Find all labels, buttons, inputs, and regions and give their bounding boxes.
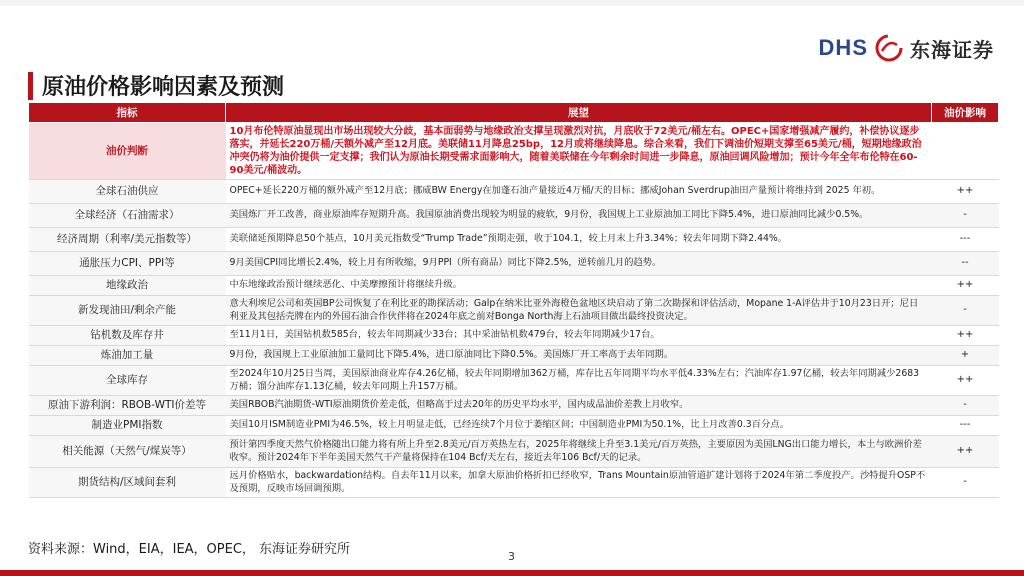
row-impact: -- (932, 252, 999, 276)
table-row (29, 252, 999, 276)
logo-cn-text: 东海证券 (910, 37, 994, 62)
row-impact: - (932, 396, 999, 416)
row-impact: ++ (932, 180, 999, 204)
table-row (29, 416, 999, 436)
row-indicator: 制造业PMI指数 (29, 416, 226, 436)
table-row (29, 366, 999, 396)
row-indicator: 期货结构/区域间套利 (29, 468, 226, 498)
table-row (29, 180, 999, 204)
row-impact: ++ (932, 276, 999, 296)
row-impact: ++ (932, 436, 999, 468)
row-indicator: 原油下游利润：RBOB-WTI价差等 (29, 396, 226, 416)
row-outlook: 9月美国CPI同比增长2.4%，较上月有所收缩，9月PPI（所有商品）同比下降2.5%，逆转前几月的趋势。 (226, 252, 932, 276)
forecast-table (28, 102, 999, 498)
header-indicator: 指标 (29, 103, 226, 123)
top-bar (0, 0, 1024, 6)
row-outlook: 10月布伦特原油显现出市场出现较大分歧，基本面弱势与地缘政治支撑呈现激烈对抗，月底收于72美元/桶左右。OPEC+国家增强减产履约，补偿协议逐步落实，并延长220万桶/天额外减产至12月底。美联储11月降息25bp，12月或将继续降息。综合来看，我们下调油价短期支撑至65美元/桶，短期地缘政治冲突仍将为油价提供一定支撑；我们认为原油长期受需求面影响大，随着美联储在今年剩余时间进一步降息，原油回调风险增加；预计今年全年布伦特在60-90美元/桶波动。 (226, 123, 932, 180)
row-impact: ++ (932, 366, 999, 396)
title-accent-bar (28, 72, 33, 100)
table-row (29, 296, 999, 326)
row-indicator: 钻机数及库存井 (29, 326, 226, 346)
table-row (29, 204, 999, 228)
page-number: 3 (508, 550, 515, 563)
row-indicator: 相关能源（天然气/煤炭等） (29, 436, 226, 468)
row-indicator: 新发现油田/剩余产能 (29, 296, 226, 326)
table-row (29, 276, 999, 296)
row-outlook: 美联储延预期降息50个基点，10月美元指数受“Trump Trade”预期走强，收于104.1，较上月末上升3.34%；较去年同期下降2.44%。 (226, 228, 932, 252)
header-impact: 油价影响 (932, 103, 999, 123)
table-row (29, 346, 999, 366)
row-outlook: 美国炼厂开工改善，商业原油库存短期升高。我国原油消费出现较为明显的疲软，9月份，我国规上工业原油加工同比下降5.4%，进口原油同比减少0.5%。 (226, 204, 932, 228)
row-outlook: 美国RBOB汽油期货-WTI原油期货价差走低，但略高于过去20年的历史平均水平，国内成品油价差教上月收窄。 (226, 396, 932, 416)
source-note: 资料来源：Wind，EIA，IEA，OPEC， 东海证券研究所 (28, 542, 351, 557)
row-indicator: 全球石油供应 (29, 180, 226, 204)
row-impact (932, 123, 999, 180)
table-row (29, 468, 999, 498)
bottom-bar (0, 570, 1024, 576)
row-outlook: 预计第四季度天然气价格随出口能力将有所上升至2.8美元/百万英热左右，2025年将继续上升至3.1美元/百万英热，主要原因为美国LNG出口能力增长，本土与欧洲价差收窄。预计2024年下半年美国天然气干产量将保持在104 Bcf/天左右，接近去年106 Bcf/天的记录。 (226, 436, 932, 468)
row-impact: ++ (932, 326, 999, 346)
table-row (29, 396, 999, 416)
row-impact: - (932, 468, 999, 498)
table-row (29, 326, 999, 346)
table-row (29, 436, 999, 468)
row-impact: --- (932, 416, 999, 436)
page-title: 原油价格影响因素及预测 (42, 75, 285, 100)
logo-swirl-icon (874, 33, 904, 63)
row-outlook: 美国10月ISM制造业PMI为46.5%，较上月明显走低，已经连续7个月位于萎缩区间；中国制造业PMI为50.1%，比上月改善0.3百分点。 (226, 416, 932, 436)
row-indicator: 炼油加工量 (29, 346, 226, 366)
forecast-table-container (28, 102, 998, 498)
table-row (29, 228, 999, 252)
company-logo (819, 32, 994, 64)
row-impact: - (932, 296, 999, 326)
row-indicator: 地缘政治 (29, 276, 226, 296)
table-header-row (29, 103, 999, 123)
row-outlook: 远月价格贴水，backwardation结构。自去年11月以来，加拿大原油价格折扣已经收窄，Trans Mountain原油管道扩建计划将于2024年第二季度投产。沙特提升OSP不及预期，反映市场回调预期。 (226, 468, 932, 498)
row-impact: - (932, 204, 999, 228)
logo-dhs-text: DHS (818, 35, 868, 60)
row-outlook: 至11月1日，美国钻机数585台，较去年同期减少33台；其中采油钻机数479台，较去年同期减少17台。 (226, 326, 932, 346)
row-indicator: 全球经济（石油需求） (29, 204, 226, 228)
row-indicator: 全球库存 (29, 366, 226, 396)
row-indicator: 通胀压力CPI、PPI等 (29, 252, 226, 276)
row-outlook: OPEC+延长220万桶的额外减产至12月底；挪威BW Energy在加蓬石油产量接近4万桶/天的目标；挪威Johan Sverdrup油田产量预计将维持到 2025 年初。 (226, 180, 932, 204)
row-outlook: 中东地缘政治预计继续恶化、中美摩擦预计将继续升级。 (226, 276, 932, 296)
header-outlook: 展望 (226, 103, 932, 123)
row-impact: --- (932, 228, 999, 252)
table-row (29, 123, 999, 180)
row-indicator: 经济周期（利率/美元指数等） (29, 228, 226, 252)
row-impact: + (932, 346, 999, 366)
row-indicator: 油价判断 (29, 123, 226, 180)
row-outlook: 至2024年10月25日当周，美国原油商业库存4.26亿桶，较去年同期增加362万桶，库存比五年同期平均水平低4.33%左右；汽油库存1.97亿桶，较去年同期减少2683万桶；馏分油库存1.13亿桶，较去年同期上升157万桶。 (226, 366, 932, 396)
row-outlook: 意大利埃尼公司和英国BP公司恢复了在利比亚的勘探活动；Galp在纳米比亚外海橙色盆地区块启动了第二次勘探和评估活动，Mopane 1-A评估井于10月23日开；尼日利亚及其包括壳牌在内的外国石油合作伙伴将在2024年底之前对Bonga North海上石油项目做出最终投资决定。 (226, 296, 932, 326)
row-outlook: 9月份，我国规上工业原油加工量同比下降5.4%，进口原油同比下降0.5%。美国炼厂开工率高于去年同期。 (226, 346, 932, 366)
